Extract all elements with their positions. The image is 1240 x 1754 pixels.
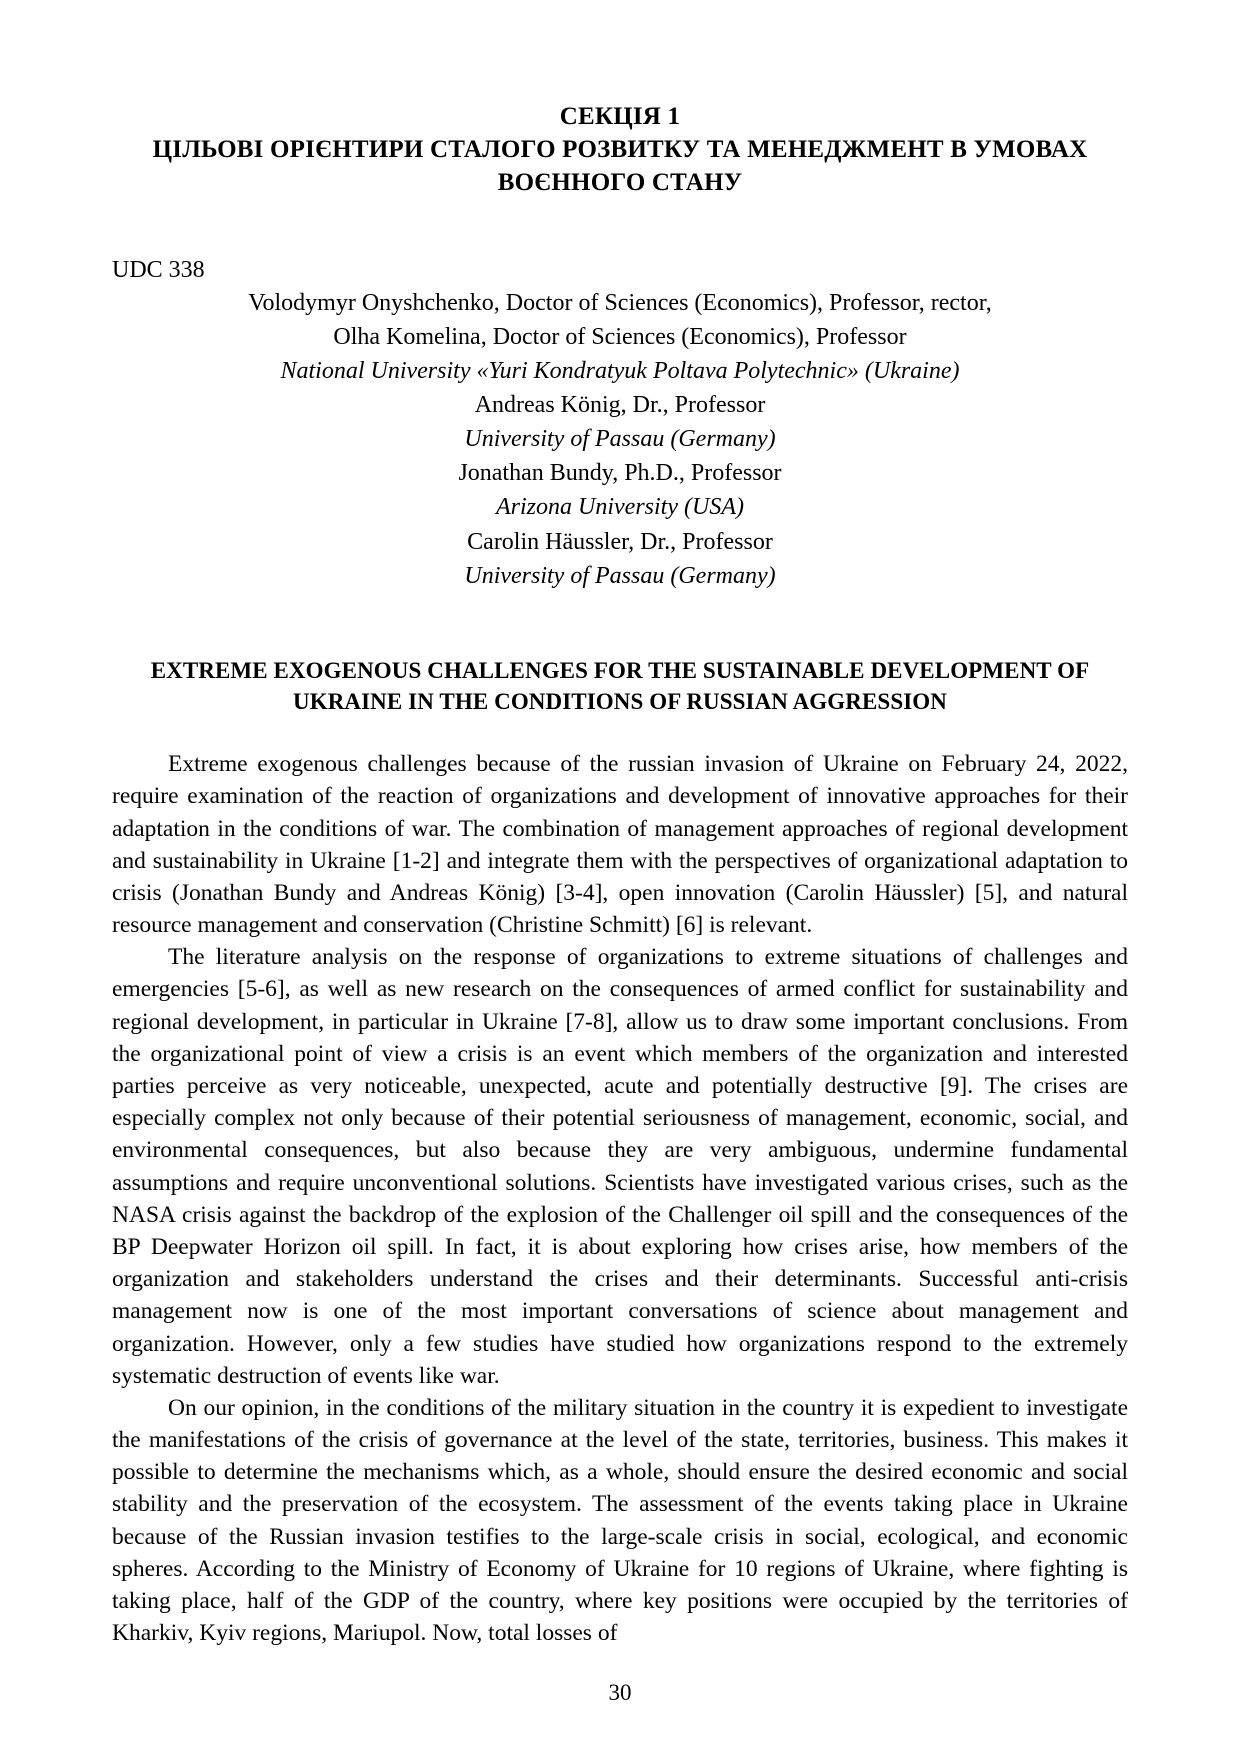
udc-code: UDC 338 <box>112 257 205 283</box>
paragraph: Extreme exogenous challenges because of the russian invasion of Ukraine on February 24, 2022, require examination of the reaction of organizations and development of innovative approaches for their adaptation in the conditions of war. The combination of management approaches of regional development and sustainability in Ukraine [1-2] and integrate them with the perspectives of organizational adaptation to crisis (Jonathan Bundy and Andreas König) [3-4], open innovation (Carolin Häussler) [5], and natural resource management and conservation (Christine Schmitt) [6] is relevant. <box>112 751 1128 939</box>
author-line: Olha Komelina, Doctor of Sciences (Economics), Professor <box>333 324 907 351</box>
section-heading-line-1: СЕКЦІЯ 1 <box>559 103 681 130</box>
section-heading-line-2: ЦІЛЬОВІ ОРІЄНТИРИ СТАЛОГО РОЗВИТКУ ТА МЕНЕДЖМЕНТ В УМОВАХ ВОЄННОГО СТАНУ <box>152 136 1088 196</box>
author-block <box>112 286 1128 593</box>
page-number: 30 <box>608 1680 632 1705</box>
paper-body <box>112 748 1128 1649</box>
author-line: Volodymyr Onyshchenko, Doctor of Sciences (Economics), Professor, rector, <box>248 290 992 316</box>
section-heading <box>112 100 1128 199</box>
paragraph: On our opinion, in the conditions of the military situation in the country it is expedient to investigate the manifestations of the crisis of governance at the level of the state, territories, business. This makes it possible to determine the mechanisms which, as a whole, should ensure the desired economic and social stability and the preservation of the ecosystem. The assessment of the events taking place in Ukraine because of the Russian invasion testifies to the large-scale crisis in social, ecological, and economic spheres. According to the Ministry of Economy of Ukraine for 10 regions of Ukraine, where fighting is taking place, half of the GDP of the country, where key positions were occupied by the territories of Kharkiv, Kyiv regions, Mariupol. Now, total losses of <box>112 1394 1128 1647</box>
author-line: Jonathan Bundy, Ph.D., Professor <box>458 460 782 487</box>
affiliation-line: National University «Yuri Kondratyuk Poltava Polytechnic» (Ukraine) <box>280 358 960 385</box>
affiliation-line: University of Passau (Germany) <box>464 426 776 453</box>
author-line: Andreas König, Dr., Professor <box>474 392 766 419</box>
author-line: Carolin Häussler, Dr., Professor <box>467 528 773 555</box>
paper-title: EXTREME EXOGENOUS CHALLENGES FOR THE SUSTAINABLE DEVELOPMENT OF UKRAINE IN THE CONDITIONS OF RUSSIAN AGGRESSION <box>150 657 1090 715</box>
paragraph: The literature analysis on the response of organizations to extreme situations of challenges and emergencies [5-6], as well as new research on the consequences of armed conflict for sustainability and regional development, in particular in Ukraine [7-8], allow us to draw some important conclusions. From the organizational point of view a crisis is an event which members of the organization and interested parties perceive as very noticeable, unexpected, acute and potentially destructive [9]. The crises are especially complex not only because of their potential seriousness of management, economic, social, and environmental consequences, but also because they are very ambiguous, undermine fundamental assumptions and require unconventional solutions. Scientists have investigated various crises, such as the NASA crisis against the backdrop of the explosion of the Challenger oil spill and the consequences of the BP Deepwater Horizon oil spill. In fact, it is about exploring how crises arise, how members of the organization and stakeholders understand the crises and their determinants. Successful anti-crisis management now is one of the most important conversations of science about management and organization. However, only a few studies have studied how organizations respond to the extremely systematic destruction of events like war. <box>112 944 1128 1389</box>
affiliation-line: University of Passau (Germany) <box>464 562 776 589</box>
affiliation-line: Arizona University (USA) <box>496 494 744 521</box>
